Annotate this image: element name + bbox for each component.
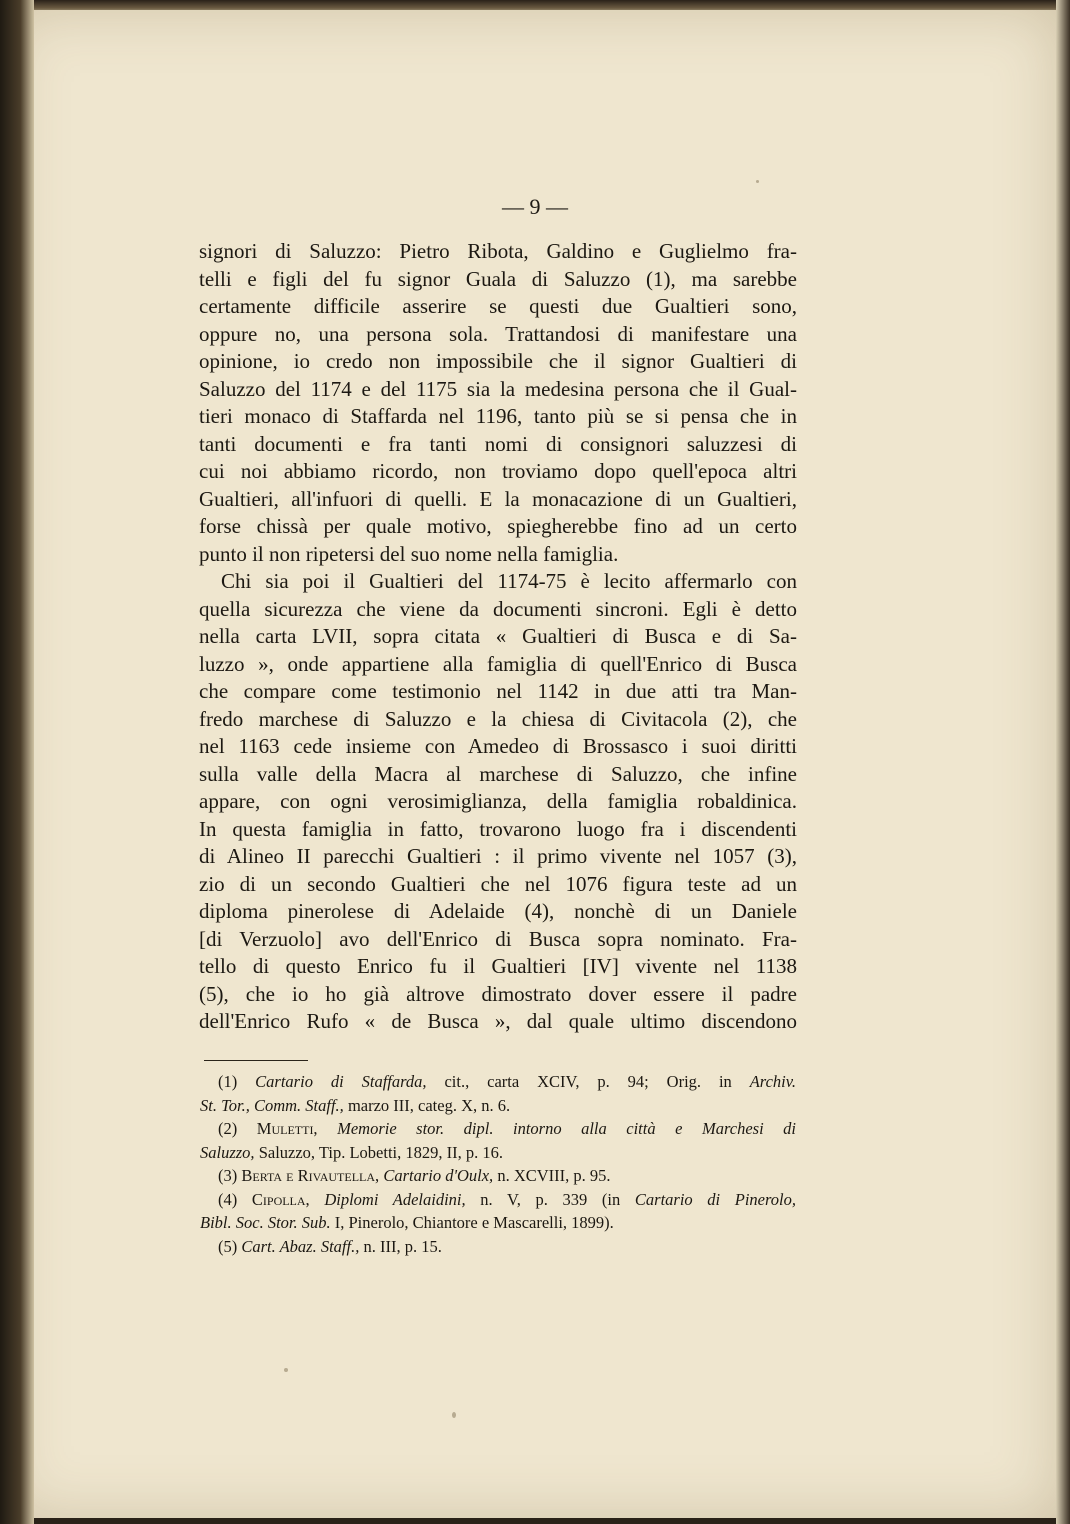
footnote-2 xyxy=(200,1117,796,1164)
text-line: oppure no, una persona sola. Trattandosi di manifestare una xyxy=(199,321,797,346)
footnote-line xyxy=(200,1117,796,1141)
footnote-title: Cart. Abaz. Staff., xyxy=(241,1236,360,1256)
text-line: quella sicurezza che viene da documenti sincroni. Egli è detto xyxy=(199,596,797,621)
footnote-text: I, Pinerolo, Chiantore e Mascarelli, 1899). xyxy=(330,1213,614,1232)
text-line: diploma pinerolese di Adelaide (4), nonchè di un Daniele xyxy=(199,899,797,923)
footnote-author: Berta e Rivautella, xyxy=(241,1166,380,1185)
text-line: che compare come testimonio nel 1142 in due atti tra Man- xyxy=(199,679,797,703)
text-line: Saluzzo del 1174 e del 1175 sia la medesina persona che il Gual- xyxy=(199,376,797,401)
footnote-line xyxy=(200,1141,796,1165)
footnote-line xyxy=(200,1164,796,1188)
footnotes xyxy=(200,1070,796,1258)
binding-edge xyxy=(0,0,34,1524)
footnote-3 xyxy=(200,1164,796,1188)
footnote-text: marzo III, categ. X, n. 6. xyxy=(343,1095,511,1115)
text-line: cui noi abbiamo ricordo, non troviamo dopo quell'epoca altri xyxy=(199,459,797,483)
page-right-edge xyxy=(1056,0,1070,1524)
text-line: opinione, io credo non impossibile che il signor Gualtieri di xyxy=(199,349,797,373)
page-number: — 9 — xyxy=(502,194,568,219)
footnote-mark: (5) xyxy=(218,1236,238,1256)
footnote-mark: (3) xyxy=(218,1166,238,1185)
paper-speck xyxy=(284,1368,288,1372)
text-line: tello di questo Enrico fu il Gualtieri [IV] vivente nel 1138 xyxy=(199,954,797,978)
text-line: (5), che io ho già altrove dimostrato dover essere il padre xyxy=(199,981,797,1006)
text-line: punto il non ripetersi del suo nome nella famiglia. xyxy=(199,541,619,566)
footnote-author: Cipolla, xyxy=(251,1189,310,1209)
text-line: tieri monaco di Staffarda nel 1196, tanto più se si pensa che in xyxy=(199,404,797,428)
text-line: tanti documenti e fra tanti nomi di consignori saluzzesi di xyxy=(199,431,797,456)
text-line: forse chissà per quale motivo, spiegherebbe fino ad un certo xyxy=(199,514,797,538)
footnote-text: cit., carta XCIV, p. 94; Orig. in xyxy=(426,1072,750,1091)
footnote-rule xyxy=(204,1060,308,1061)
footnote-line xyxy=(200,1188,796,1212)
footnote-text: n. XCVIII, p. 95. xyxy=(493,1166,611,1185)
footnote-line xyxy=(200,1094,796,1118)
footnote-4 xyxy=(200,1188,796,1235)
text-line: fredo marchese di Saluzzo e la chiesa di Civitacola (2), che xyxy=(199,706,797,731)
footnote-title: Diplomi Adelaidini, xyxy=(324,1189,466,1209)
footnote-line xyxy=(200,1235,796,1259)
paper-speck xyxy=(452,1412,456,1418)
text-line: telli e figli del fu signor Guala di Saluzzo (1), ma sarebbe xyxy=(199,266,797,291)
footnote-1 xyxy=(200,1070,796,1117)
text-line: Gualtieri, all'infuori di quelli. E la monacazione di un Gualtieri, xyxy=(199,486,797,511)
footnote-mark: (1) xyxy=(218,1072,238,1091)
footnote-line xyxy=(200,1070,796,1094)
footnote-line xyxy=(200,1211,796,1235)
footnote-text: Saluzzo, Tip. Lobetti, 1829, II, p. 16. xyxy=(254,1142,503,1162)
text-line: luzzo », onde appartiene alla famiglia di quell'Enrico di Busca xyxy=(199,651,797,676)
footnote-title: Memorie stor. dipl. intorno alla città e Marchesi di xyxy=(337,1119,797,1138)
footnote-title: St. Tor., Comm. Staff., xyxy=(200,1095,344,1115)
text-line: sulla valle della Macra al marchese di Saluzzo, che infine xyxy=(199,761,797,786)
text-line: certamente difficile asserire se questi due Gualtieri sono, xyxy=(199,294,797,318)
footnote-title: Saluzzo, xyxy=(200,1142,255,1162)
footnote-author: Muletti, xyxy=(256,1119,318,1138)
text-line: dell'Enrico Rufo « de Busca », dal quale ultimo discendono xyxy=(199,1009,797,1033)
paper-speck xyxy=(756,180,759,183)
footnote-mark: (2) xyxy=(218,1119,238,1138)
footnote-title: Bibl. Soc. Stor. Sub. xyxy=(200,1213,331,1232)
text-line: [di Verzuolo] avo dell'Enrico di Busca sopra nominato. Fra- xyxy=(199,926,797,951)
footnote-title: Cartario di Pinerolo, xyxy=(634,1189,797,1209)
footnote-title: Cartario di Staffarda, xyxy=(255,1072,427,1091)
text-line: In questa famiglia in fatto, trovarono luogo fra i discendenti xyxy=(199,816,797,841)
text-line: nel 1163 cede insieme con Amedeo di Brossasco i suoi diritti xyxy=(199,734,797,758)
footnote-5 xyxy=(200,1235,796,1259)
text-line: di Alineo II parecchi Gualtieri : il primo vivente nel 1057 (3), xyxy=(199,844,797,868)
footnote-text: n. V, p. 339 (in xyxy=(465,1189,635,1209)
footnote-title: Cartario d'Oulx, xyxy=(383,1166,494,1185)
footnote-mark: (4) xyxy=(218,1189,238,1209)
footnote-text: n. III, p. 15. xyxy=(359,1236,442,1256)
text-line: appare, con ogni verosimiglianza, della famiglia robaldinica. xyxy=(199,789,797,813)
text-line: zio di un secondo Gualtieri che nel 1076 figura teste ad un xyxy=(199,871,797,896)
footnote-title: Archiv. xyxy=(749,1072,796,1091)
text-line: nella carta LVII, sopra citata « Gualtieri di Busca e di Sa- xyxy=(199,624,797,648)
main-text xyxy=(199,238,797,1036)
text-line: signori di Saluzzo: Pietro Ribota, Galdino e Guglielmo fra- xyxy=(199,239,797,263)
text-line: Chi sia poi il Gualtieri del 1174-75 è lecito affermarlo con xyxy=(221,569,797,593)
